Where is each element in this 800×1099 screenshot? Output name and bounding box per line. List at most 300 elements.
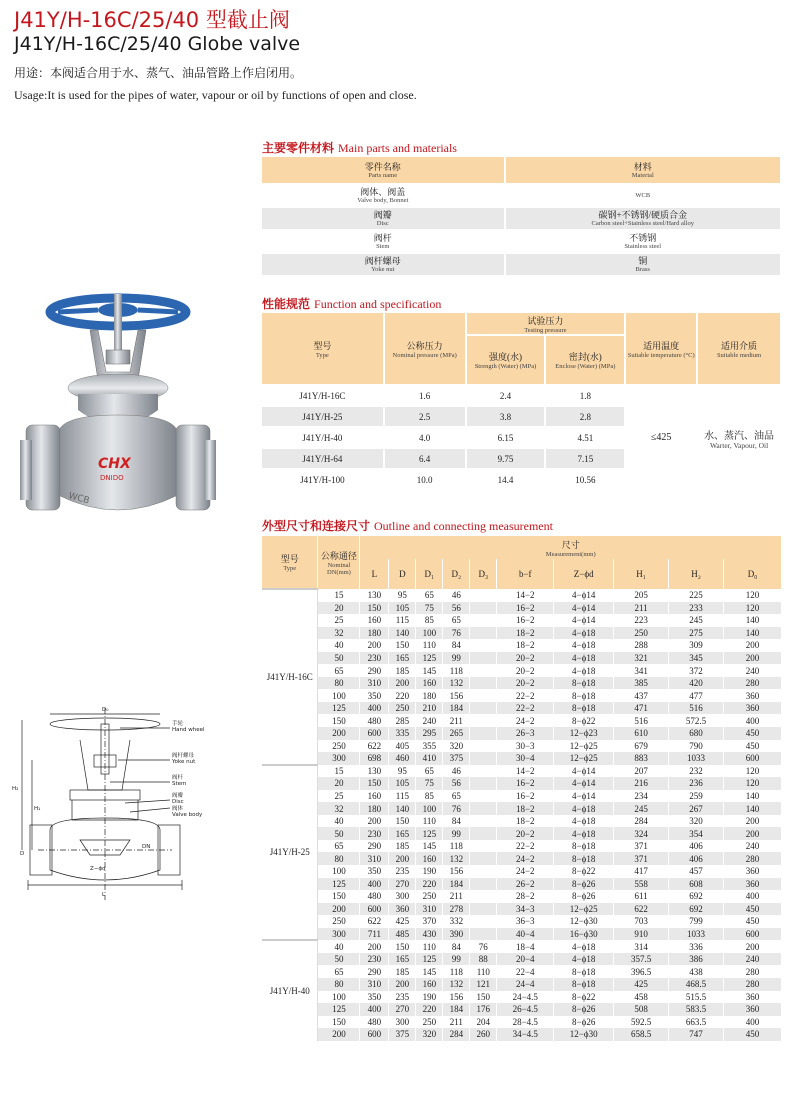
- dims-cell: 156: [443, 689, 470, 702]
- dims-cell: 200: [360, 815, 389, 828]
- dims-cell: 4−ϕ18: [554, 802, 614, 815]
- dims-cell: 360: [724, 1003, 782, 1016]
- dims-col-header: L: [360, 559, 389, 589]
- dims-cell: 390: [443, 928, 470, 941]
- dims-cell: 460: [389, 752, 416, 765]
- dims-cell: [470, 627, 497, 640]
- dims-cell: 4−ϕ18: [554, 815, 614, 828]
- dims-cell: 200: [318, 903, 360, 916]
- dims-cell: 125: [416, 953, 443, 966]
- dims-cell: 150: [360, 602, 389, 615]
- dims-cell: 145: [416, 840, 443, 853]
- dims-cell: 692: [669, 903, 724, 916]
- dims-cell: 16−ϕ30: [554, 928, 614, 941]
- dims-cell: 26−2: [497, 878, 554, 891]
- dims-cell: 204: [470, 1016, 497, 1029]
- dims-cell: 65: [416, 765, 443, 778]
- dims-cell: 320: [669, 815, 724, 828]
- dims-cell: 284: [614, 815, 669, 828]
- dims-cell: 698: [360, 752, 389, 765]
- dims-cell: 458: [614, 991, 669, 1004]
- dims-cell: 420: [669, 677, 724, 690]
- dims-cell: 245: [614, 802, 669, 815]
- dims-cell: 250: [389, 702, 416, 715]
- dims-cell: 310: [360, 978, 389, 991]
- dims-cell: 290: [360, 965, 389, 978]
- dims-cell: 85: [416, 614, 443, 627]
- dims-cell: 36−3: [497, 915, 554, 928]
- dims-cell: 110: [470, 965, 497, 978]
- dims-cell: 22−2: [497, 702, 554, 715]
- dims-cell: 95: [389, 589, 416, 602]
- dims-cell: 24−2: [497, 714, 554, 727]
- dims-cell: 216: [614, 777, 669, 790]
- dims-cell: 8−ϕ18: [554, 689, 614, 702]
- dims-cell: 184: [443, 702, 470, 715]
- dims-cell: 703: [614, 915, 669, 928]
- dims-cell: 18−2: [497, 815, 554, 828]
- dims-cell: 8−ϕ18: [554, 840, 614, 853]
- dims-cell: 125: [318, 878, 360, 891]
- dims-cell: 4−ϕ18: [554, 652, 614, 665]
- dims-cell: 84: [443, 639, 470, 652]
- dims-cell: [470, 677, 497, 690]
- dims-cell: 200: [724, 639, 782, 652]
- dims-cell: 600: [360, 727, 389, 740]
- dims-cell: 110: [416, 639, 443, 652]
- dims-cell: 12−ϕ30: [554, 1028, 614, 1041]
- dims-cell: 185: [389, 840, 416, 853]
- dims-cell: 140: [724, 614, 782, 627]
- dims-cell: 450: [724, 727, 782, 740]
- dims-cell: 118: [443, 664, 470, 677]
- dims-cell: 180: [360, 802, 389, 815]
- dims-cell: [470, 652, 497, 665]
- dims-cell: 120: [724, 589, 782, 602]
- dims-cell: 132: [443, 677, 470, 690]
- dims-cell: 20−4: [497, 953, 554, 966]
- dims-cell: 332: [443, 915, 470, 928]
- dims-cell: 200: [724, 940, 782, 953]
- dims-cell: 8−ϕ22: [554, 714, 614, 727]
- dims-cell: 4−ϕ18: [554, 639, 614, 652]
- dims-row: [262, 664, 782, 677]
- dims-cell: 4−ϕ14: [554, 777, 614, 790]
- dims-cell: 99: [443, 652, 470, 665]
- dims-cell: 185: [389, 965, 416, 978]
- materials-table: 零件名称 Parts name 材料 Material 阀体、阀盖 Valve body, Bonnet WCB 阀瓣 Disc 碳钢+不锈钢/硬质合金 Carbon steel+Stainless steel/Hard alloy 阀杆 Stem 不锈钢 Stainless steel 阀杆螺母 Yoke nut 铜 Brass: [262, 157, 782, 277]
- dims-cell: 100: [416, 802, 443, 815]
- dims-cell: 747: [669, 1028, 724, 1041]
- label-d0: D₀: [102, 707, 109, 713]
- dims-cell: 140: [724, 627, 782, 640]
- dims-cell: 468.5: [669, 978, 724, 991]
- dims-cell: 120: [724, 777, 782, 790]
- dims-cell: 4−ϕ18: [554, 827, 614, 840]
- material-row: 阀杆 Stem 不锈钢 Stainless steel: [262, 230, 781, 253]
- dims-row: [262, 903, 782, 916]
- dims-cell: [470, 777, 497, 790]
- dims-cell: 100: [416, 627, 443, 640]
- dims-col-header: D₂: [443, 559, 470, 589]
- dims-cell: 450: [724, 1028, 782, 1041]
- dims-cell: 200: [360, 940, 389, 953]
- dims-cell: 190: [416, 865, 443, 878]
- dims-cell: 8−ϕ22: [554, 865, 614, 878]
- dims-cell: 165: [389, 652, 416, 665]
- dims-cell: 314: [614, 940, 669, 953]
- dims-cell: 250: [614, 627, 669, 640]
- dims-cell: 184: [443, 878, 470, 891]
- dims-cell: 24−2: [497, 865, 554, 878]
- dims-cell: 25: [318, 614, 360, 627]
- svg-text:L: L: [102, 892, 106, 898]
- dims-group-type: J41Y/H-16C: [262, 589, 318, 765]
- dims-cell: 12−ϕ25: [554, 740, 614, 753]
- dims-cell: 25: [318, 790, 360, 803]
- dims-cell: 125: [416, 652, 443, 665]
- dims-cell: 799: [669, 915, 724, 928]
- dims-cell: [470, 790, 497, 803]
- dims-cell: 608: [669, 878, 724, 891]
- body-mark: WCB: [67, 491, 91, 507]
- dims-heading: 外型尺寸和连接尺寸 Outline and connecting measurement: [262, 519, 553, 533]
- dims-cell: [470, 802, 497, 815]
- dims-cell: 230: [360, 953, 389, 966]
- dims-cell: 220: [416, 878, 443, 891]
- dims-cell: 335: [389, 727, 416, 740]
- dims-cell: 40: [318, 815, 360, 828]
- dims-row: [262, 790, 782, 803]
- dims-cell: 88: [470, 953, 497, 966]
- dims-cell: 150: [389, 815, 416, 828]
- dims-cell: 20: [318, 602, 360, 615]
- dims-cell: 516: [669, 702, 724, 715]
- dims-cell: 345: [669, 652, 724, 665]
- dims-cell: 118: [443, 965, 470, 978]
- dims-row: [262, 614, 782, 627]
- dims-cell: 600: [360, 1028, 389, 1041]
- dims-cell: 290: [360, 840, 389, 853]
- dims-cell: 8−ϕ18: [554, 978, 614, 991]
- spec-table: 型号 Type 公称压力 Nominal pressure (MPa) 试验压力 Testing pressure 适用温度 Suitable temperature (°C) 适用介质 Suitable medium 强度(水) Strength (Water) (MPa) 密封(水) Enclose (Water) (MPa) J41Y/H-16C 1.6 2.4 1.8 ≤425 水、蒸汽、油品 Warter, Vapour, Oil J41Y/H-25 2.5 3.8 2.8 J41Y/H-40 4.0 6.15 4.51 J41Y/H-64 6.4 9.75 7.15 J41Y/H-100 10.0 14.4 10.56: [262, 313, 782, 491]
- dims-cell: 150: [318, 714, 360, 727]
- dims-row: [262, 991, 782, 1004]
- dims-row: [262, 639, 782, 652]
- dims-cell: 611: [614, 890, 669, 903]
- dims-group-type: J41Y/H-40: [262, 940, 318, 1040]
- dims-cell: 18−2: [497, 639, 554, 652]
- dims-cell: 4−ϕ14: [554, 765, 614, 778]
- dims-cell: 480: [360, 1016, 389, 1029]
- dims-cell: 105: [389, 602, 416, 615]
- dims-cell: 400: [724, 714, 782, 727]
- dims-cell: 385: [614, 677, 669, 690]
- dims-cell: 20−2: [497, 664, 554, 677]
- svg-text:Valve body: Valve body: [172, 812, 203, 818]
- dims-row: [262, 928, 782, 941]
- dims-cell: 450: [724, 903, 782, 916]
- dims-cell: 371: [614, 852, 669, 865]
- dims-cell: 12−ϕ30: [554, 915, 614, 928]
- dims-cell: 30−4: [497, 752, 554, 765]
- dims-cell: 211: [443, 890, 470, 903]
- dims-cell: 405: [389, 740, 416, 753]
- dims-cell: 84: [443, 940, 470, 953]
- dims-cell: 130: [360, 589, 389, 602]
- dims-cell: 125: [318, 702, 360, 715]
- dims-cell: 4−ϕ18: [554, 664, 614, 677]
- brand-sub: DNIDO: [100, 474, 124, 482]
- valve-drawing: [10, 700, 240, 920]
- dims-cell: 18−4: [497, 940, 554, 953]
- dims-row: [262, 1016, 782, 1029]
- dims-cell: 360: [724, 865, 782, 878]
- dims-cell: 16−2: [497, 602, 554, 615]
- dims-col-header: D₁: [416, 559, 443, 589]
- dims-cell: 56: [443, 602, 470, 615]
- dims-cell: 309: [669, 639, 724, 652]
- dims-cell: 211: [614, 602, 669, 615]
- dims-row: [262, 740, 782, 753]
- dims-cell: 622: [614, 903, 669, 916]
- dims-cell: 200: [389, 677, 416, 690]
- svg-text:阀杆: 阀杆: [172, 775, 184, 781]
- dims-cell: 200: [724, 827, 782, 840]
- dims-cell: 883: [614, 752, 669, 765]
- dims-cell: 406: [669, 852, 724, 865]
- dims-cell: 233: [669, 602, 724, 615]
- dims-cell: 622: [360, 915, 389, 928]
- dims-cell: [470, 727, 497, 740]
- dims-cell: 125: [318, 1003, 360, 1016]
- dims-cell: 288: [614, 639, 669, 652]
- dims-cell: 284: [443, 1028, 470, 1041]
- dims-cell: 14−2: [497, 765, 554, 778]
- dims-cell: 235: [389, 991, 416, 1004]
- dims-cell: 583.5: [669, 1003, 724, 1016]
- dims-cell: 65: [318, 965, 360, 978]
- dims-cell: [470, 639, 497, 652]
- dims-cell: 65: [318, 664, 360, 677]
- dims-cell: 80: [318, 978, 360, 991]
- dims-cell: 22−4: [497, 965, 554, 978]
- dims-cell: 350: [360, 991, 389, 1004]
- dims-cell: 350: [360, 689, 389, 702]
- material-row: 阀杆螺母 Yoke nut 铜 Brass: [262, 253, 781, 276]
- valve-photo: [18, 290, 228, 540]
- dims-cell: 140: [724, 790, 782, 803]
- dims-cell: 515.5: [669, 991, 724, 1004]
- dims-cell: 28−4.5: [497, 1016, 554, 1029]
- dims-cell: 230: [360, 827, 389, 840]
- dims-row: [262, 827, 782, 840]
- dims-row: [262, 1028, 782, 1041]
- svg-text:Hand wheel: Hand wheel: [172, 727, 205, 733]
- dims-cell: 610: [614, 727, 669, 740]
- dims-cell: 300: [389, 890, 416, 903]
- dims-cell: 234: [614, 790, 669, 803]
- dims-cell: 450: [724, 740, 782, 753]
- dims-cell: 910: [614, 928, 669, 941]
- dims-row: [262, 1003, 782, 1016]
- dims-row: [262, 602, 782, 615]
- dims-cell: 12−ϕ25: [554, 903, 614, 916]
- dims-cell: [470, 815, 497, 828]
- material-row: 阀体、阀盖 Valve body, Bonnet WCB: [262, 184, 781, 207]
- dims-cell: 65: [416, 589, 443, 602]
- dims-row: [262, 953, 782, 966]
- dims-row: [262, 752, 782, 765]
- dims-cell: 40: [318, 639, 360, 652]
- dims-cell: [470, 878, 497, 891]
- dims-cell: 100: [318, 689, 360, 702]
- dims-cell: 46: [443, 765, 470, 778]
- dims-cell: 34−3: [497, 903, 554, 916]
- dims-cell: 600: [360, 903, 389, 916]
- dims-cell: 425: [614, 978, 669, 991]
- usage-en: Usage:It is used for the pipes of water, vapour or oil by functions of open and close.: [14, 88, 417, 102]
- dims-cell: 375: [389, 1028, 416, 1041]
- dims-cell: 236: [669, 777, 724, 790]
- dims-cell: 250: [416, 1016, 443, 1029]
- dims-cell: 477: [669, 689, 724, 702]
- dims-row: [262, 702, 782, 715]
- svg-text:DN: DN: [142, 844, 151, 850]
- dims-cell: 260: [470, 1028, 497, 1041]
- dims-cell: 125: [416, 827, 443, 840]
- dims-cell: 360: [724, 991, 782, 1004]
- dims-cell: 115: [389, 614, 416, 627]
- dims-cell: [470, 752, 497, 765]
- dims-cell: 211: [443, 714, 470, 727]
- dims-cell: 14−2: [497, 589, 554, 602]
- dims-cell: 145: [416, 965, 443, 978]
- dims-cell: 355: [416, 740, 443, 753]
- dims-cell: 26−4.5: [497, 1003, 554, 1016]
- dims-cell: 132: [443, 852, 470, 865]
- dims-cell: 30−3: [497, 740, 554, 753]
- dims-cell: [470, 740, 497, 753]
- spec-row: J41Y/H-64 6.4 9.75 7.15: [262, 448, 781, 469]
- dims-cell: 300: [318, 752, 360, 765]
- dims-row: [262, 978, 782, 991]
- dims-cell: 250: [318, 915, 360, 928]
- dims-cell: 110: [416, 815, 443, 828]
- dims-cell: 85: [416, 790, 443, 803]
- dims-cell: 156: [443, 991, 470, 1004]
- dims-cell: 350: [360, 865, 389, 878]
- dims-row: [262, 777, 782, 790]
- dims-cell: 372: [669, 664, 724, 677]
- dims-cell: 240: [724, 840, 782, 853]
- dims-col-header: H₁: [614, 559, 669, 589]
- dims-cell: 280: [724, 852, 782, 865]
- title-en: J41Y/H-16C/25/40 Globe valve: [14, 33, 301, 55]
- dims-cell: 80: [318, 852, 360, 865]
- dims-row: [262, 652, 782, 665]
- dims-cell: 430: [416, 928, 443, 941]
- dims-cell: 100: [318, 865, 360, 878]
- dims-cell: 200: [318, 1028, 360, 1041]
- dims-cell: 65: [443, 790, 470, 803]
- dims-cell: 371: [614, 840, 669, 853]
- dims-cell: [470, 903, 497, 916]
- dims-cell: 99: [443, 953, 470, 966]
- dims-cell: 360: [724, 878, 782, 891]
- dims-cell: 22−2: [497, 689, 554, 702]
- dims-cell: 240: [724, 953, 782, 966]
- dims-cell: 280: [724, 965, 782, 978]
- dims-cell: 225: [669, 589, 724, 602]
- dims-cell: 140: [389, 802, 416, 815]
- dims-cell: 50: [318, 953, 360, 966]
- dims-col-header: D₃: [470, 559, 497, 589]
- dims-row: [262, 802, 782, 815]
- svg-text:Z−ϕd: Z−ϕd: [90, 866, 106, 872]
- title-cn: J41Y/H-16C/25/40 型截止阀: [14, 8, 290, 32]
- svg-text:阀杆螺母: 阀杆螺母: [172, 753, 195, 759]
- dims-cell: 485: [389, 928, 416, 941]
- dims-cell: 156: [443, 865, 470, 878]
- dims-cell: [470, 915, 497, 928]
- dims-row: [262, 940, 782, 953]
- dims-cell: 400: [724, 890, 782, 903]
- dims-cell: 130: [360, 765, 389, 778]
- dims-cell: 692: [669, 890, 724, 903]
- dims-row: [262, 878, 782, 891]
- dims-cell: 80: [318, 677, 360, 690]
- dims-cell: 360: [724, 702, 782, 715]
- dims-cell: 24−4: [497, 978, 554, 991]
- dims-cell: [470, 714, 497, 727]
- usage-cn: 用途：本阀适合用于水、蒸气、油品管路上作启闭用。: [14, 66, 303, 80]
- dims-cell: 160: [360, 614, 389, 627]
- dims-cell: [470, 664, 497, 677]
- dims-cell: 4−ϕ14: [554, 790, 614, 803]
- svg-text:阀体: 阀体: [172, 806, 184, 812]
- dims-cell: 120: [724, 765, 782, 778]
- dims-cell: 165: [389, 953, 416, 966]
- dims-row: [262, 815, 782, 828]
- dims-cell: 386: [669, 953, 724, 966]
- dims-cell: 24−4.5: [497, 991, 554, 1004]
- dims-cell: 250: [318, 740, 360, 753]
- dims-cell: 8−ϕ18: [554, 852, 614, 865]
- dims-cell: 120: [724, 602, 782, 615]
- dims-row: [262, 965, 782, 978]
- dims-cell: 150: [470, 991, 497, 1004]
- dims-row: [262, 865, 782, 878]
- dims-cell: 46: [443, 589, 470, 602]
- dims-cell: 300: [389, 1016, 416, 1029]
- dims-cell: 160: [416, 978, 443, 991]
- dims-cell: 480: [360, 890, 389, 903]
- dims-cell: 679: [614, 740, 669, 753]
- dims-cell: 56: [443, 777, 470, 790]
- dims-cell: 4−ϕ18: [554, 940, 614, 953]
- dims-cell: 370: [416, 915, 443, 928]
- dims-cell: 354: [669, 827, 724, 840]
- svg-text:D: D: [20, 851, 25, 857]
- dims-col-header: D: [389, 559, 416, 589]
- dims-cell: 240: [416, 714, 443, 727]
- dims-cell: 235: [389, 865, 416, 878]
- dims-cell: 396.5: [614, 965, 669, 978]
- dims-cell: 205: [614, 589, 669, 602]
- dims-cell: 211: [443, 1016, 470, 1029]
- spec-row: J41Y/H-40 4.0 6.15 4.51: [262, 427, 781, 448]
